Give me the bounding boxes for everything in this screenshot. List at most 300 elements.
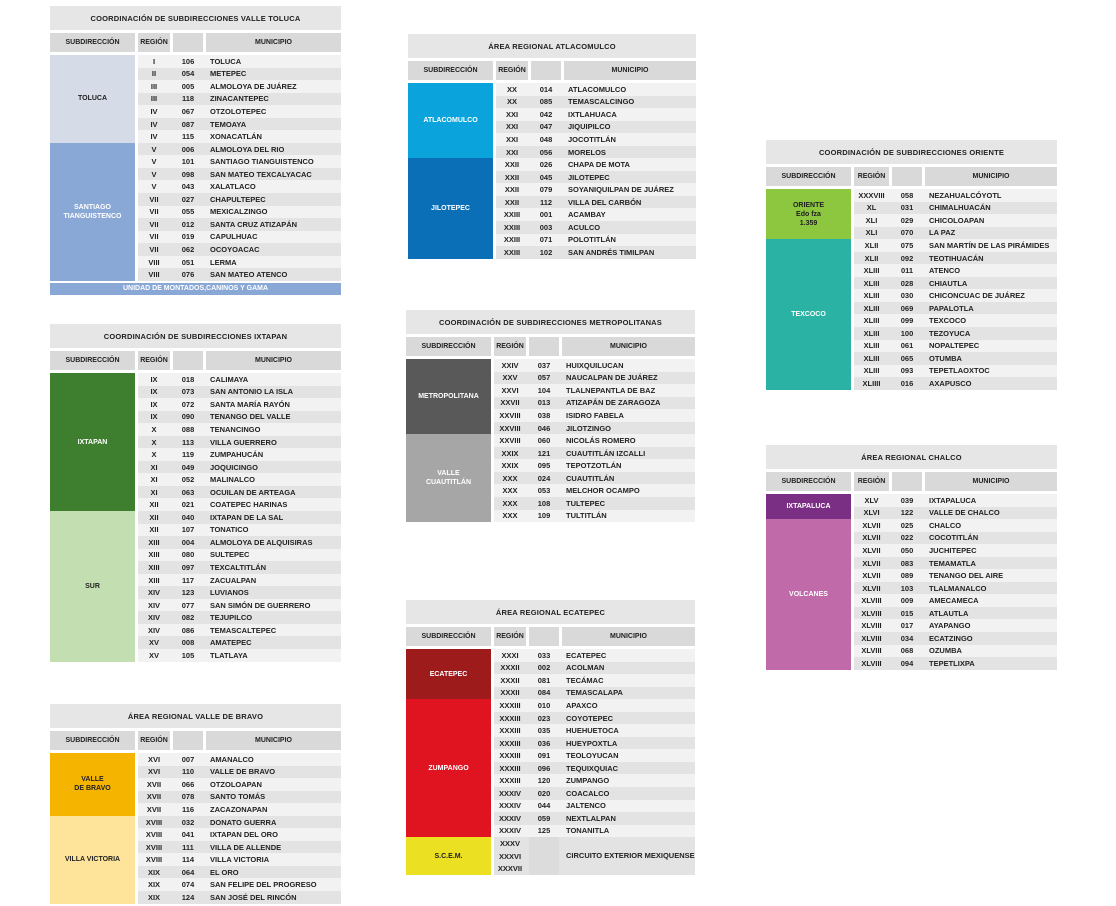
table-body xyxy=(50,55,341,281)
code-cell: 047 xyxy=(539,122,553,132)
region-value: XXXVI xyxy=(498,851,522,861)
header-code xyxy=(173,731,203,750)
code-cell: 004 xyxy=(181,537,195,547)
municipio-cell: TULTEPEC xyxy=(566,498,606,508)
table-row xyxy=(854,289,1057,302)
table-row xyxy=(496,196,696,209)
table-header xyxy=(408,61,696,80)
rows-column xyxy=(854,189,1057,390)
municipio-cell: XONACATLÁN xyxy=(210,132,262,142)
municipio-cell: JILOTEPEC xyxy=(568,172,610,182)
code-cell: 003 xyxy=(539,222,553,232)
municipio-cell: ACULCO xyxy=(568,222,601,232)
subdireccion-column xyxy=(50,55,135,281)
code-cell: 060 xyxy=(537,436,551,446)
table-body xyxy=(406,359,695,522)
header-subdireccion: SUBDIRECCIÓN xyxy=(50,351,135,370)
municipio-cell: LA PAZ xyxy=(929,228,956,238)
table-row xyxy=(494,359,695,372)
region-cell: VII xyxy=(149,244,159,254)
table-row xyxy=(496,158,696,171)
code-cell: 005 xyxy=(181,81,195,91)
code-cell: 082 xyxy=(181,613,195,623)
region-cell: XXXII xyxy=(500,663,520,673)
code-cell: 029 xyxy=(900,215,914,225)
table-header xyxy=(766,167,1057,186)
subdireccion-cell: VALLE CUAUTITLÁN xyxy=(406,434,491,522)
code-cell: 053 xyxy=(537,486,551,496)
code-cell: 085 xyxy=(539,97,553,107)
header-code xyxy=(529,627,559,646)
region-cell: XLVII xyxy=(862,533,881,543)
municipio-cell: ACOLMAN xyxy=(566,663,605,673)
region-cell: IX xyxy=(150,387,158,397)
region-cell: XXIII xyxy=(503,210,521,220)
code-cell: 041 xyxy=(181,830,195,840)
code-cell: 014 xyxy=(539,84,553,94)
table-row xyxy=(854,519,1057,532)
table-row xyxy=(494,384,695,397)
region-cell: XL xyxy=(866,203,877,213)
municipio-cell: CUAUTITLÁN xyxy=(566,473,615,483)
subdireccion-cell: METROPOLITANA xyxy=(406,359,491,434)
table-row xyxy=(854,202,1057,215)
region-cell: XLV xyxy=(864,495,879,505)
code-cell: 049 xyxy=(181,462,195,472)
table-row xyxy=(494,762,695,775)
region-cell: XXXIII xyxy=(499,738,521,748)
table-row xyxy=(138,524,341,537)
region-cell: XLVIII xyxy=(861,596,882,606)
table-row xyxy=(494,434,695,447)
table-row xyxy=(494,712,695,725)
municipio-cell: TENANGO DEL AIRE xyxy=(929,571,1004,581)
table-row xyxy=(494,825,695,838)
subdireccion-cell: ATLACOMULCO xyxy=(408,83,493,158)
code-cell: 078 xyxy=(181,792,195,802)
table-row xyxy=(138,218,341,231)
code-cell: 007 xyxy=(181,754,195,764)
region-cell: XXIX xyxy=(501,448,519,458)
code-cell: 074 xyxy=(181,880,195,890)
municipio-cell: CHIMALHUACÁN xyxy=(929,203,991,213)
municipio-cell: TEOTIHUACÁN xyxy=(929,253,984,263)
code-cell: 038 xyxy=(537,410,551,420)
region-cell: XLIII xyxy=(863,316,880,326)
region-cell: XI xyxy=(150,462,158,472)
code-cell: 025 xyxy=(900,520,914,530)
code-cell: 094 xyxy=(900,658,914,668)
code-cell: 012 xyxy=(181,219,195,229)
code-cell: 087 xyxy=(181,119,195,129)
municipio-cell: IXTAPAN DE LA SAL xyxy=(210,512,284,522)
code-cell: 020 xyxy=(537,788,551,798)
header-region: REGIÓN xyxy=(494,337,526,356)
table-row xyxy=(138,193,341,206)
region-cell: XLVII xyxy=(862,558,881,568)
header-region: REGIÓN xyxy=(138,731,170,750)
table-title: COORDINACIÓN DE SUBDIRECCIONES VALLE TOLUCA xyxy=(50,6,341,30)
municipio-cell: VILLA DE ALLENDE xyxy=(210,842,282,852)
header-region: REGIÓN xyxy=(138,351,170,370)
code-cell: 045 xyxy=(539,172,553,182)
table-title: COORDINACIÓN DE SUBDIRECCIONES METROPOLITANAS xyxy=(406,310,695,334)
header-subdireccion: SUBDIRECCIÓN xyxy=(50,731,135,750)
municipio-cell: ATENCO xyxy=(929,266,961,276)
code-cell: 090 xyxy=(181,412,195,422)
municipio-cell: TECÁMAC xyxy=(566,675,604,685)
municipio-cell: PAPALOTLA xyxy=(929,303,974,313)
municipio-cell: TEQUIXQUIAC xyxy=(566,763,619,773)
subdireccion-column xyxy=(408,83,493,259)
region-cell: XXXVIII xyxy=(858,190,885,200)
table-row xyxy=(494,397,695,410)
table-title: COORDINACIÓN DE SUBDIRECCIONES IXTAPAN xyxy=(50,324,341,348)
code-cell: 070 xyxy=(900,228,914,238)
municipio-cell: CHIAUTLA xyxy=(929,278,968,288)
table-row xyxy=(138,753,341,766)
region-cell: III xyxy=(150,81,158,91)
table-header xyxy=(50,351,341,370)
code-cell: 091 xyxy=(537,751,551,761)
code-cell: 089 xyxy=(900,571,914,581)
subdireccion-cell: IXTAPALUCA xyxy=(766,494,851,519)
municipio-cell: SAN ANDRÉS TIMILPAN xyxy=(568,247,655,257)
region-cell: XLII xyxy=(864,253,879,263)
table-valle-bravo xyxy=(50,704,341,904)
rows-column xyxy=(496,83,696,259)
subdireccion-cell: TOLUCA xyxy=(50,55,135,143)
municipio-cell: JOQUICINGO xyxy=(210,462,258,472)
region-cell: XXIII xyxy=(503,235,521,245)
municipio-cell: XALATLACO xyxy=(210,182,256,192)
region-cell: XLIII xyxy=(863,366,880,376)
table-row xyxy=(138,574,341,587)
table-row xyxy=(138,853,341,866)
municipio-cell: JOCOTITLÁN xyxy=(568,134,616,144)
municipio-cell: IXTLAHUACA xyxy=(568,109,617,119)
municipio-cell: AMANALCO xyxy=(210,754,254,764)
municipio-cell: NOPALTEPEC xyxy=(929,341,980,351)
header-code xyxy=(173,33,203,52)
region-cell: XXIV xyxy=(501,360,519,370)
table-row xyxy=(138,549,341,562)
code-cell: 016 xyxy=(900,378,914,388)
region-cell: V xyxy=(151,144,157,154)
table-title: ÁREA REGIONAL VALLE DE BRAVO xyxy=(50,704,341,728)
table-row xyxy=(854,557,1057,570)
code-cell: 081 xyxy=(537,675,551,685)
table-row xyxy=(138,155,341,168)
code-cell: 117 xyxy=(181,575,195,585)
subdireccion-column xyxy=(766,494,851,670)
table-row xyxy=(138,411,341,424)
region-cell: V xyxy=(151,182,157,192)
header-subdireccion: SUBDIRECCIÓN xyxy=(408,61,493,80)
region-cell: XXXIV xyxy=(498,788,522,798)
code-cell: 011 xyxy=(900,266,914,276)
municipio-cell: AYAPANGO xyxy=(929,621,971,631)
municipio-cell: DONATO GUERRA xyxy=(210,817,277,827)
subdireccion-cell: VILLA VICTORIA xyxy=(50,816,135,904)
code-cell: 086 xyxy=(181,625,195,635)
table-row xyxy=(496,121,696,134)
header-municipio: MUNICIPIO xyxy=(925,167,1057,186)
code-cell: 107 xyxy=(181,525,195,535)
region-cell: XVIII xyxy=(145,830,163,840)
table-row xyxy=(494,724,695,737)
region-cell: V xyxy=(151,157,157,167)
municipio-cell: ZUMPAHUCÁN xyxy=(210,450,264,460)
municipio-cell: SOYANIQUILPAN DE JUÁREZ xyxy=(568,185,674,195)
header-region: REGIÓN xyxy=(138,33,170,52)
subdireccion-cell: TEXCOCO xyxy=(766,239,851,390)
code-cell: 052 xyxy=(181,475,195,485)
region-cell: XLIII xyxy=(863,353,880,363)
header-municipio: MUNICIPIO xyxy=(206,33,341,52)
table-row xyxy=(138,268,341,281)
municipio-cell: HUEHUETOCA xyxy=(566,726,619,736)
table-row xyxy=(494,372,695,385)
table-oriente xyxy=(766,140,1057,390)
code-cell: 079 xyxy=(539,185,553,195)
table-row xyxy=(854,277,1057,290)
code-cell: 024 xyxy=(537,473,551,483)
header-code xyxy=(173,351,203,370)
table-row xyxy=(138,561,341,574)
code-cell: 061 xyxy=(900,341,914,351)
code-cell: 009 xyxy=(900,596,914,606)
municipio-cell: ZACAZONAPAN xyxy=(210,804,268,814)
municipio-cell: CHICOLOAPAN xyxy=(929,215,985,225)
table-row xyxy=(496,171,696,184)
region-cell: XXXIII xyxy=(499,700,521,710)
region-cell: XIII xyxy=(148,537,160,547)
region-cell: XXII xyxy=(504,172,520,182)
region-cell: XXI xyxy=(505,134,519,144)
region-cell: XXXIII xyxy=(499,751,521,761)
municipio-cell: LUVIANOS xyxy=(210,588,249,598)
municipio-cell: COCOTITLÁN xyxy=(929,533,979,543)
code-cell: 008 xyxy=(181,638,195,648)
municipio-cell: ECATZINGO xyxy=(929,633,973,643)
code-cell: 027 xyxy=(181,194,195,204)
code-cell: 073 xyxy=(181,387,195,397)
code-cell: 023 xyxy=(537,713,551,723)
region-cell: XI xyxy=(150,487,158,497)
rows-column xyxy=(138,373,341,662)
region-cell: XLII xyxy=(864,240,879,250)
table-row xyxy=(854,569,1057,582)
subdireccion-column xyxy=(406,649,491,875)
region-cell: XXXIII xyxy=(499,713,521,723)
table-row xyxy=(138,803,341,816)
region-cell: XLI xyxy=(865,228,878,238)
region-cell: IX xyxy=(150,374,158,384)
code-cell: 064 xyxy=(181,867,195,877)
region-value: XXXV xyxy=(499,838,520,848)
table-row xyxy=(494,774,695,787)
municipio-cell: SAN JOSÉ DEL RINCÓN xyxy=(210,892,297,902)
table-row xyxy=(138,130,341,143)
municipio-cell: SANTO TOMÁS xyxy=(210,792,266,802)
region-cell: XXXIV xyxy=(498,801,522,811)
table-row xyxy=(494,662,695,675)
subdireccion-column xyxy=(50,373,135,662)
table-row xyxy=(138,243,341,256)
municipio-cell: SAN SIMÓN DE GUERRERO xyxy=(210,600,311,610)
code-cell: 113 xyxy=(181,437,195,447)
region-cell: XLVIII xyxy=(861,633,882,643)
subdireccion-cell: VALLE DE BRAVO xyxy=(50,753,135,816)
table-row xyxy=(138,231,341,244)
region-cell: XLVII xyxy=(862,520,881,530)
header-subdireccion: SUBDIRECCIÓN xyxy=(50,33,135,52)
municipio-cell: ATLACOMULCO xyxy=(568,84,627,94)
region-cell: XVIII xyxy=(145,842,163,852)
region-cell: XLVIII xyxy=(861,608,882,618)
rows-column xyxy=(138,753,341,904)
region-cell: XII xyxy=(149,525,159,535)
table-row xyxy=(494,409,695,422)
code-cell: 067 xyxy=(181,106,195,116)
table-chalco xyxy=(766,445,1057,670)
table-row xyxy=(494,447,695,460)
region-cell: XLIII xyxy=(863,328,880,338)
table-row xyxy=(138,256,341,269)
table-row xyxy=(138,461,341,474)
subdireccion-cell: IXTAPAN xyxy=(50,373,135,511)
code-cell: 103 xyxy=(900,583,914,593)
header-region: REGIÓN xyxy=(496,61,528,80)
table-title: ÁREA REGIONAL ATLACOMULCO xyxy=(408,34,696,58)
table-body xyxy=(766,494,1057,670)
municipio-cell: TOLUCA xyxy=(210,56,242,66)
municipio-cell: CHICONCUAC DE JUÁREZ xyxy=(929,291,1025,301)
municipio-cell: TLATLAYA xyxy=(210,650,248,660)
municipio-cell: EL ORO xyxy=(210,867,239,877)
subdireccion-cell: SUR xyxy=(50,511,135,662)
municipio-cell: AMECAMECA xyxy=(929,596,979,606)
region-cell: XXX xyxy=(502,498,518,508)
table-row xyxy=(854,352,1057,365)
region-cell: XXXI xyxy=(501,650,519,660)
code-cell: 022 xyxy=(900,533,914,543)
code-cell: 076 xyxy=(181,270,195,280)
code-cell: 036 xyxy=(537,738,551,748)
code-cell: 037 xyxy=(537,360,551,370)
table-row xyxy=(496,133,696,146)
subdireccion-column xyxy=(766,189,851,390)
table-row xyxy=(854,607,1057,620)
municipio-cell: HUEYPOXTLA xyxy=(566,738,618,748)
code-cell: 032 xyxy=(181,817,195,827)
municipio-cell: VILLA GUERRERO xyxy=(210,437,277,447)
table-row xyxy=(854,507,1057,520)
table-row xyxy=(138,891,341,904)
region-cell: I xyxy=(152,56,156,66)
table-row xyxy=(854,302,1057,315)
region-cell: XLVII xyxy=(862,571,881,581)
municipio-cell: SANTIAGO TIANGUISTENCO xyxy=(210,157,314,167)
code-cell: 066 xyxy=(181,779,195,789)
municipio-cell: TEXCOCO xyxy=(929,316,967,326)
code-cell: 075 xyxy=(900,240,914,250)
region-cell: XXXII xyxy=(500,675,520,685)
municipio-cell: TLALMANALCO xyxy=(929,583,987,593)
region-cell: XXXIII xyxy=(499,776,521,786)
table-row xyxy=(854,239,1057,252)
region-cell: XXXII xyxy=(500,688,520,698)
municipio-cell: IXTAPALUCA xyxy=(929,495,977,505)
region-cell: XLVIII xyxy=(861,658,882,668)
municipio-cell: TEPETLIXPA xyxy=(929,658,975,668)
municipio-cell: IXTAPAN DEL ORO xyxy=(210,830,278,840)
code-cell: 006 xyxy=(181,144,195,154)
table-body xyxy=(406,649,695,875)
code-cell: 109 xyxy=(537,511,551,521)
table-body xyxy=(50,373,341,662)
region-cell: XX xyxy=(506,97,517,107)
code-cell: 114 xyxy=(181,855,195,865)
code-cell: 096 xyxy=(537,763,551,773)
table-row xyxy=(496,146,696,159)
subdireccion-cell: ECATEPEC xyxy=(406,649,491,699)
subdireccion-cell: SANTIAGO TIANGUISTENCO xyxy=(50,143,135,281)
header-code xyxy=(529,337,559,356)
code-cell: 104 xyxy=(537,385,551,395)
header-region: REGIÓN xyxy=(494,627,526,646)
municipio-cell: TEMASCALCINGO xyxy=(568,97,635,107)
municipio-cell: JALTENCO xyxy=(566,801,606,811)
table-row xyxy=(138,486,341,499)
table-row xyxy=(138,624,341,637)
region-cell: XLVIII xyxy=(861,646,882,656)
region-cell: V xyxy=(151,169,157,179)
header-municipio: MUNICIPIO xyxy=(206,351,341,370)
region-cell: XV xyxy=(148,650,159,660)
table-row-scem xyxy=(494,837,695,875)
table-row xyxy=(138,766,341,779)
table-row xyxy=(854,340,1057,353)
table-row xyxy=(496,108,696,121)
table-body xyxy=(766,189,1057,390)
region-cell: XIII xyxy=(148,550,160,560)
municipio-cell: OCOYOACAC xyxy=(210,244,260,254)
table-row xyxy=(138,68,341,81)
table-row xyxy=(854,327,1057,340)
table-row xyxy=(138,866,341,879)
code-cell: 077 xyxy=(181,600,195,610)
table-row xyxy=(138,398,341,411)
table-ecatepec xyxy=(406,600,695,875)
table-header xyxy=(406,337,695,356)
region-cell: IV xyxy=(150,132,158,142)
municipio-cell: JIQUIPILCO xyxy=(568,122,611,132)
region-cell: XXI xyxy=(505,147,519,157)
table-row xyxy=(494,649,695,662)
code-cell: 034 xyxy=(900,633,914,643)
table-row xyxy=(494,812,695,825)
table-row xyxy=(496,83,696,96)
region-cell: XXIII xyxy=(503,222,521,232)
code-cell: 122 xyxy=(900,508,914,518)
header-region: REGIÓN xyxy=(854,167,889,186)
code-cell: 116 xyxy=(181,804,195,814)
subdireccion-cell: S.C.E.M. xyxy=(406,837,491,875)
region-cell: XXXIV xyxy=(498,813,522,823)
table-header xyxy=(406,627,695,646)
